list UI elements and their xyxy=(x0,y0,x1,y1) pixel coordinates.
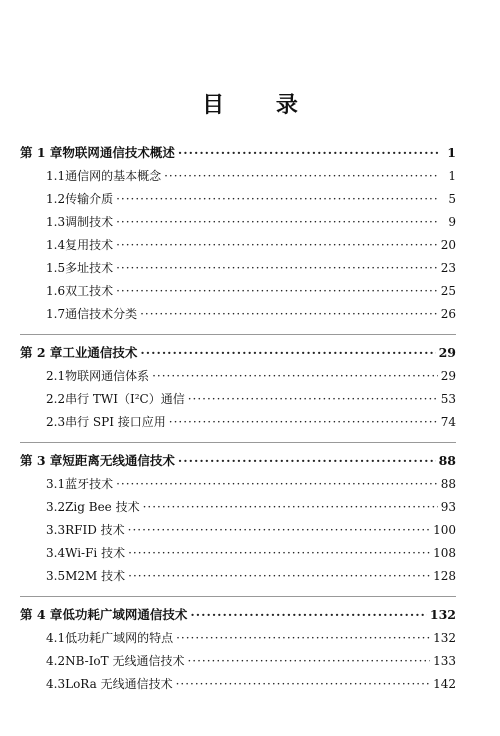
section-row[interactable] xyxy=(20,188,456,211)
chapter-heading-row[interactable] xyxy=(20,340,456,365)
section-row[interactable] xyxy=(20,234,456,257)
dot-leader xyxy=(116,211,439,234)
section-title: 串行 TWI（I²C）通信 xyxy=(65,392,185,406)
section-number: 1.4 xyxy=(46,238,66,252)
page-number: 1 xyxy=(448,169,456,183)
section-number: 3.1 xyxy=(46,477,66,491)
dot-leader xyxy=(169,411,438,434)
section-title: Zig Bee 技术 xyxy=(65,500,140,514)
dot-leader xyxy=(128,519,430,542)
section-number: 4.3 xyxy=(46,677,66,691)
section-number: 4.2 xyxy=(46,654,66,668)
dot-leader xyxy=(140,340,435,365)
dot-leader xyxy=(116,188,439,211)
section-title: 通信网的基本概念 xyxy=(65,169,162,183)
section-row[interactable] xyxy=(20,257,456,280)
section-number: 1.5 xyxy=(46,261,66,275)
section-row[interactable] xyxy=(20,673,456,696)
page-number: 23 xyxy=(440,261,456,275)
dot-leader xyxy=(128,565,430,588)
dot-leader xyxy=(187,650,430,673)
chapter-title: 物联网通信技术概述 xyxy=(62,145,175,160)
page-number: 93 xyxy=(440,500,456,514)
section-row[interactable] xyxy=(20,280,456,303)
section-number: 3.4 xyxy=(46,546,66,560)
section-number: 3.3 xyxy=(46,523,66,537)
section-title: M2M 技术 xyxy=(65,569,126,583)
page-number: 88 xyxy=(438,453,456,468)
page-number: 20 xyxy=(440,238,456,252)
section-row[interactable] xyxy=(20,411,456,434)
chapter-title: 工业通信技术 xyxy=(62,345,138,360)
section-title: RFID 技术 xyxy=(65,523,125,537)
page-number: 132 xyxy=(433,631,456,645)
chapter-3 xyxy=(20,442,456,588)
section-number: 2.1 xyxy=(46,369,66,383)
section-title: 低功耗广域网的特点 xyxy=(65,631,174,645)
dot-leader xyxy=(190,602,426,627)
section-number: 3.5 xyxy=(46,569,66,583)
section-title: 传输介质 xyxy=(65,192,114,206)
section-number: 1.2 xyxy=(46,192,66,206)
section-row[interactable] xyxy=(20,165,456,188)
dot-leader xyxy=(176,627,430,650)
section-number: 2.3 xyxy=(46,415,66,429)
dot-leader xyxy=(178,448,436,473)
chapter-label: 第 3 章 xyxy=(20,453,63,468)
page-number: 133 xyxy=(433,654,456,668)
dot-leader xyxy=(176,673,431,696)
section-title: 双工技术 xyxy=(65,284,114,298)
section-number: 1.7 xyxy=(46,307,66,321)
chapter-heading-row[interactable] xyxy=(20,602,456,627)
chapter-label: 第 4 章 xyxy=(20,607,63,622)
dot-leader xyxy=(128,542,430,565)
section-title: NB-IoT 无线通信技术 xyxy=(65,654,185,668)
dot-leader xyxy=(164,165,439,188)
section-row[interactable] xyxy=(20,303,456,326)
section-row[interactable] xyxy=(20,365,456,388)
section-row[interactable] xyxy=(20,496,456,519)
page-number: 29 xyxy=(440,369,456,383)
section-title: Wi-Fi 技术 xyxy=(65,546,126,560)
section-number: 1.3 xyxy=(46,215,66,229)
dot-leader xyxy=(178,140,439,165)
section-title: 串行 SPI 接口应用 xyxy=(65,415,166,429)
section-row[interactable] xyxy=(20,388,456,411)
section-title: 物联网通信体系 xyxy=(65,369,150,383)
page-number: 100 xyxy=(433,523,456,537)
dot-leader xyxy=(116,234,438,257)
page-number: 9 xyxy=(448,215,456,229)
page-number: 132 xyxy=(429,607,456,622)
section-number: 1.6 xyxy=(46,284,66,298)
section-row[interactable] xyxy=(20,565,456,588)
chapter-title: 短距离无线通信技术 xyxy=(62,453,175,468)
chapter-4 xyxy=(20,596,456,696)
section-row[interactable] xyxy=(20,211,456,234)
dot-leader xyxy=(152,365,438,388)
chapter-2 xyxy=(20,334,456,434)
chapter-label: 第 2 章 xyxy=(20,345,63,360)
dot-leader xyxy=(116,473,438,496)
section-title: 通信技术分类 xyxy=(65,307,138,321)
section-title: 蓝牙技术 xyxy=(65,477,114,491)
chapter-label: 第 1 章 xyxy=(20,145,63,160)
page-number: 29 xyxy=(438,345,456,360)
chapter-title: 低功耗广域网通信技术 xyxy=(62,607,188,622)
dot-leader xyxy=(140,303,438,326)
section-row[interactable] xyxy=(20,650,456,673)
chapter-1 xyxy=(20,140,456,326)
section-row[interactable] xyxy=(20,473,456,496)
page-number: 128 xyxy=(433,569,456,583)
page-number: 142 xyxy=(433,677,456,691)
section-number: 1.1 xyxy=(46,169,66,183)
table-of-contents xyxy=(20,140,456,696)
section-title: 多址技术 xyxy=(65,261,114,275)
section-number: 4.1 xyxy=(46,631,66,645)
section-title: 调制技术 xyxy=(65,215,114,229)
page-number: 26 xyxy=(440,307,456,321)
chapter-heading-row[interactable] xyxy=(20,448,456,473)
dot-leader xyxy=(116,257,438,280)
page-number: 1 xyxy=(447,145,456,160)
section-row[interactable] xyxy=(20,542,456,565)
page-number: 25 xyxy=(440,284,456,298)
section-row[interactable] xyxy=(20,627,456,650)
chapter-heading-row[interactable] xyxy=(20,140,456,165)
page-number: 5 xyxy=(448,192,456,206)
dot-leader xyxy=(116,280,438,303)
page-number: 74 xyxy=(440,415,456,429)
section-row[interactable] xyxy=(20,519,456,542)
section-number: 2.2 xyxy=(46,392,66,406)
page-number: 88 xyxy=(440,477,456,491)
section-number: 3.2 xyxy=(46,500,66,514)
section-title: LoRa 无线通信技术 xyxy=(65,677,173,691)
section-title: 复用技术 xyxy=(65,238,114,252)
dot-leader xyxy=(143,496,438,519)
page-number: 53 xyxy=(440,392,456,406)
dot-leader xyxy=(188,388,438,411)
page-title: 目 录 xyxy=(202,92,320,118)
page-number: 108 xyxy=(433,546,456,560)
